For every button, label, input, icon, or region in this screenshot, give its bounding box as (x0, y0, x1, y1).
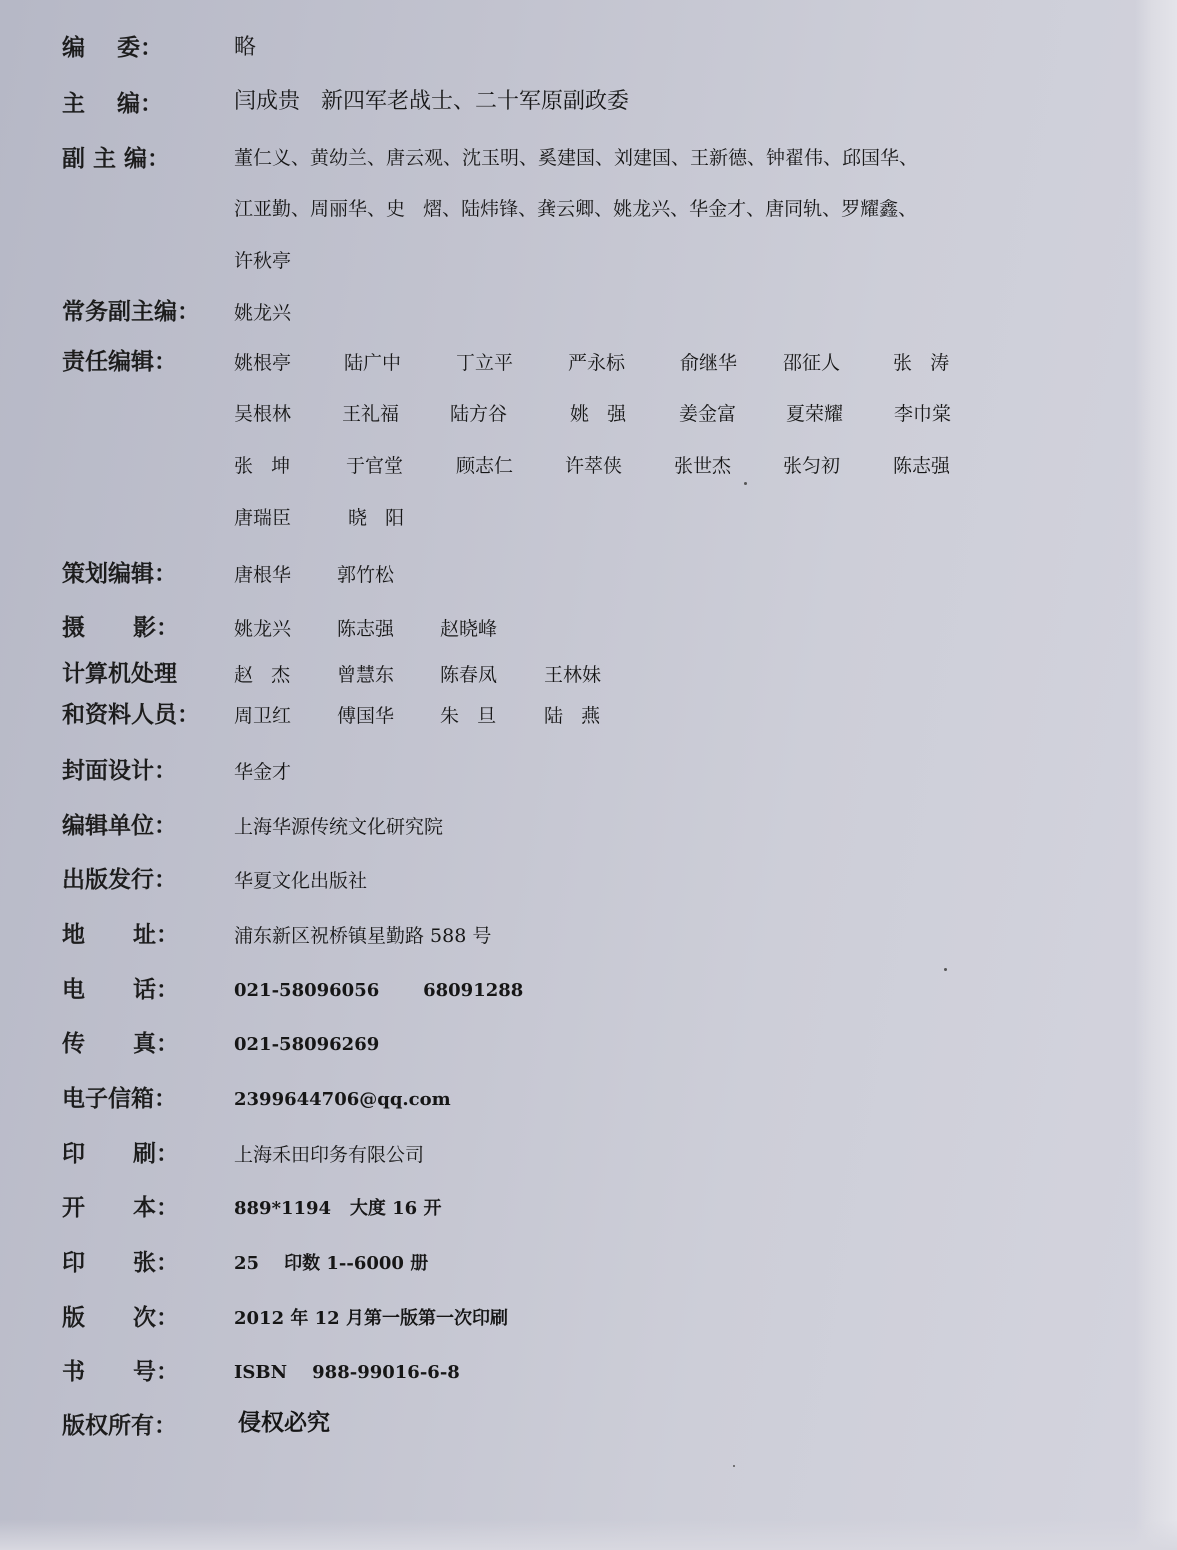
photographer-name: 姚龙兴 (234, 618, 292, 640)
responsible-editor-name: 姚根亭 (234, 352, 292, 374)
responsible-editor-name: 李巾棠 (894, 403, 952, 425)
computer-staff-name: 赵 杰 (234, 664, 291, 686)
responsible-editor-name: 张 坤 (234, 455, 291, 477)
responsible-editor-name: 姚 强 (570, 403, 627, 425)
cover-design-label: 封面设计： (62, 758, 177, 784)
computer-staff-name: 陈春凤 (440, 664, 498, 686)
editorial-board-label: 编 委： (62, 35, 164, 61)
email-label: 电子信箱： (62, 1086, 177, 1112)
responsible-editor-name: 吴根林 (234, 403, 292, 425)
computer-staff-name: 朱 旦 (440, 705, 497, 727)
phone-value: 021-58096056 68091288 (234, 980, 524, 1001)
printer-value: 上海禾田印务有限公司 (234, 1144, 425, 1166)
edition-label: 版 次： (62, 1305, 180, 1331)
copyright-label: 版权所有： (62, 1413, 177, 1439)
responsible-editor-name: 邵征人 (783, 352, 841, 374)
computer-staff-name: 陆 燕 (544, 705, 601, 727)
format-label: 开 本： (62, 1195, 180, 1221)
chief-editor-value: 闫成贵 新四军老战士、二十军原副政委 (234, 89, 629, 114)
edition-value: 2012 年 12 月第一版第一次印刷 (234, 1308, 508, 1329)
computer-staff-name: 曾慧东 (337, 664, 395, 686)
responsible-editor-name: 顾志仁 (456, 455, 514, 477)
executive-deputy-editor-label: 常务副主编： (62, 299, 200, 325)
responsible-editor-name: 唐瑞臣 (234, 507, 292, 529)
chief-editor-label: 主 编： (62, 91, 164, 117)
sheets-value: 25 印数 1--6000 册 (234, 1253, 429, 1274)
responsible-editor-name: 严永标 (568, 352, 626, 374)
responsible-editor-name: 夏荣耀 (786, 403, 844, 425)
cover-design-value: 华金才 (234, 761, 292, 783)
responsible-editor-name: 陆广中 (344, 352, 402, 374)
printer-label: 印 刷： (62, 1141, 180, 1167)
executive-deputy-editor-value: 姚龙兴 (234, 302, 292, 324)
responsible-editor-name: 陈志强 (893, 455, 951, 477)
editing-unit-value: 上海华源传统文化研究院 (234, 816, 444, 838)
planning-editor-name: 唐根华 (234, 564, 292, 586)
responsible-editor-name: 陆方谷 (450, 403, 508, 425)
deputy-chief-editors-line-3: 许秋亭 (234, 250, 292, 272)
scan-speck (944, 968, 947, 971)
deputy-chief-editors-label: 副 主 编： (62, 146, 171, 172)
planning-editors-label: 策划编辑： (62, 561, 177, 587)
editing-unit-label: 编辑单位： (62, 813, 177, 839)
photographer-name: 赵晓峰 (440, 618, 498, 640)
editorial-board-value: 略 (234, 35, 257, 60)
responsible-editor-name: 王礼福 (342, 403, 400, 425)
responsible-editor-name: 晓 阳 (348, 507, 405, 529)
scan-speck (733, 1465, 735, 1467)
publisher-label: 出版发行： (62, 867, 177, 893)
responsible-editor-name: 张匀初 (783, 455, 841, 477)
email-value: 2399644706@qq.com (234, 1089, 451, 1110)
scan-edge-right (1135, 0, 1177, 1550)
responsible-editor-name: 张世杰 (674, 455, 732, 477)
responsible-editor-name: 许萃侠 (565, 455, 623, 477)
responsible-editor-name: 姜金富 (679, 403, 737, 425)
deputy-chief-editors-line-1: 董仁义、黄幼兰、唐云观、沈玉明、奚建国、刘建国、王新德、钟翟伟、邱国华、 (234, 147, 919, 169)
responsible-editors-label: 责任编辑： (62, 349, 177, 375)
isbn-label: 书 号： (62, 1359, 180, 1385)
computer-staff-label-line-1: 计算机处理 (62, 661, 177, 687)
isbn-value: ISBN 988-99016-6-8 (234, 1362, 460, 1383)
phone-label: 电 话： (62, 977, 180, 1003)
sheets-label: 印 张： (62, 1250, 180, 1276)
responsible-editor-name: 于官堂 (346, 455, 404, 477)
computer-staff-name: 傅国华 (337, 705, 395, 727)
computer-staff-name: 周卫红 (234, 705, 292, 727)
address-label: 地 址： (62, 922, 180, 948)
scan-edge-bottom (0, 1520, 1177, 1550)
responsible-editor-name: 俞继华 (680, 352, 738, 374)
fax-label: 传 真： (62, 1031, 180, 1057)
publisher-value: 华夏文化出版社 (234, 870, 368, 892)
planning-editor-name: 郭竹松 (337, 564, 395, 586)
scan-speck (744, 482, 747, 485)
computer-staff-label-line-2: 和资料人员： (62, 702, 200, 728)
computer-staff-name: 王林妹 (544, 664, 602, 686)
format-value: 889*1194 大度 16 开 (234, 1198, 442, 1219)
deputy-chief-editors-line-2: 江亚勤、周丽华、史 熠、陆炜锋、龚云卿、姚龙兴、华金才、唐同轨、罗耀鑫、 (234, 198, 918, 220)
copyright-value: 侵权必究 (238, 1409, 330, 1436)
photography-label: 摄 影： (62, 615, 180, 641)
address-value: 浦东新区祝桥镇星勤路 588 号 (234, 925, 492, 947)
fax-value: 021-58096269 (234, 1034, 380, 1055)
responsible-editor-name: 张 涛 (893, 352, 950, 374)
photographer-name: 陈志强 (337, 618, 395, 640)
responsible-editor-name: 丁立平 (456, 352, 514, 374)
